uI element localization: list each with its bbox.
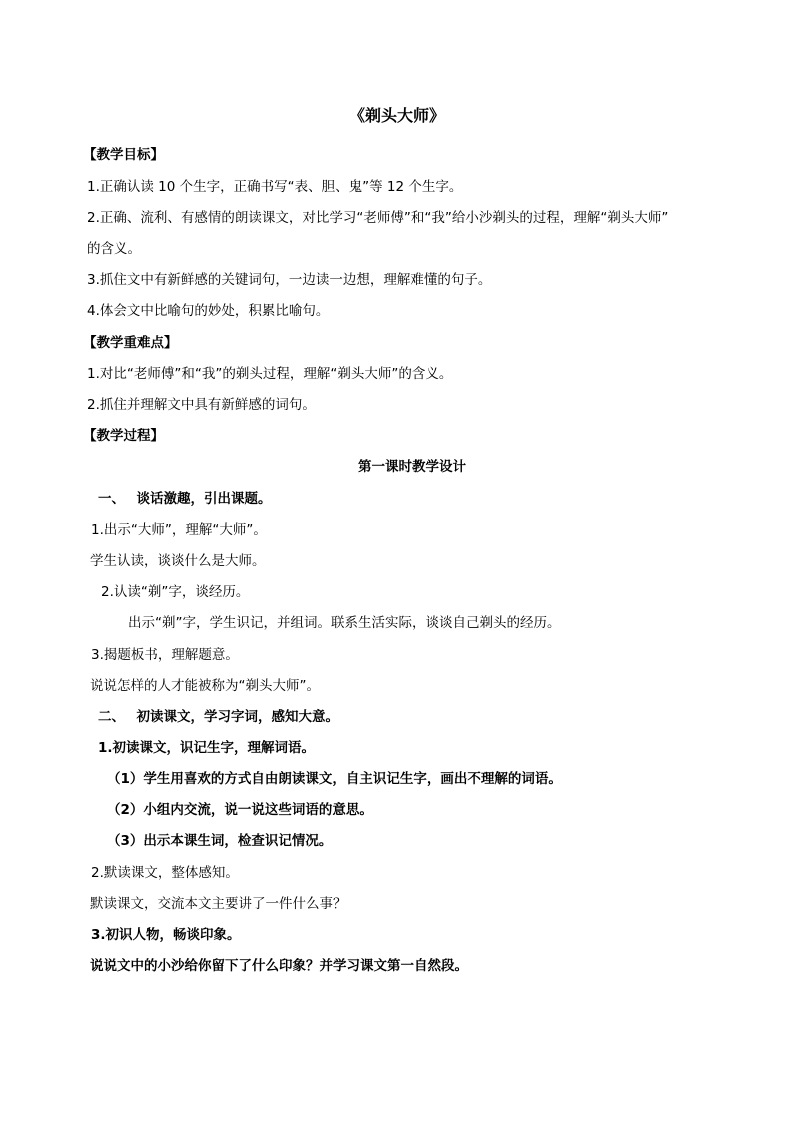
lesson-subtitle: 第一课时教学设计 xyxy=(358,459,466,475)
part2-line-1: 1.初读课文，识记生字，理解词语。 xyxy=(98,740,316,756)
part1-heading: 一、 谈话激趣，引出课题。 xyxy=(98,491,272,507)
key-point-item-2: 2.抓住并理解文中具有新鲜感的词句。 xyxy=(87,397,316,413)
section-heading-key-points: 【教学重难点】 xyxy=(83,335,178,351)
part1-line-2: 学生认读，谈谈什么是大师。 xyxy=(90,553,266,569)
goal-item-1: 1.正确认读 10 个生字，正确书写“表、胆、鬼”等 12 个生字。 xyxy=(87,179,463,195)
part2-line-5: 2.默读课文，整体感知。 xyxy=(91,865,239,881)
goal-item-3: 3.抓住文中有新鲜感的关键词句，一边读一边想，理解难懂的句子。 xyxy=(87,272,492,288)
part1-line-5: 3.揭题板书，理解题意。 xyxy=(91,647,239,663)
part2-line-7: 3.初识人物，畅谈印象。 xyxy=(91,927,241,943)
part2-line-6: 默读课文，交流本文主要讲了一件什么事？ xyxy=(90,896,347,912)
section-heading-goals: 【教学目标】 xyxy=(83,147,164,163)
part1-line-4: 出示“剃”字，学生识记，并组词。联系生活实际，谈谈自己剃头的经历。 xyxy=(128,615,561,631)
part2-heading: 二、 初读课文，学习字词，感知大意。 xyxy=(98,709,339,725)
goal-item-2: 2.正确、流利、有感情的朗读课文，对比学习“老师傅”和“我”给小沙剃头的过程，理解“剃头大师” xyxy=(87,210,669,226)
part2-line-2: （1）学生用喜欢的方式自由朗读课文，自主识记生字，画出不理解的词语。 xyxy=(107,771,562,787)
part1-line-6: 说说怎样的人才能被称为“剃头大师”。 xyxy=(90,678,320,694)
part2-line-3: （2）小组内交流，说一说这些词语的意思。 xyxy=(107,802,373,818)
section-heading-process: 【教学过程】 xyxy=(83,428,164,444)
part1-line-1: 1.出示“大师”，理解“大师”。 xyxy=(91,522,267,538)
part1-line-3: 2.认读“剃”字，谈经历。 xyxy=(101,584,250,600)
document-title: 《剃头大师》 xyxy=(348,106,445,125)
key-point-item-1: 1.对比“老师傅”和“我”的剃头过程，理解“剃头大师”的含义。 xyxy=(87,366,453,382)
goal-item-2-continued: 的含义。 xyxy=(87,241,141,257)
part2-line-4: （3）出示本课生词，检查识记情况。 xyxy=(107,833,333,849)
goal-item-4: 4.体会文中比喻句的妙处，积累比喻句。 xyxy=(87,303,330,319)
part2-line-8: 说说文中的小沙给你留下了什么印象？并学习课文第一自然段。 xyxy=(90,958,468,974)
